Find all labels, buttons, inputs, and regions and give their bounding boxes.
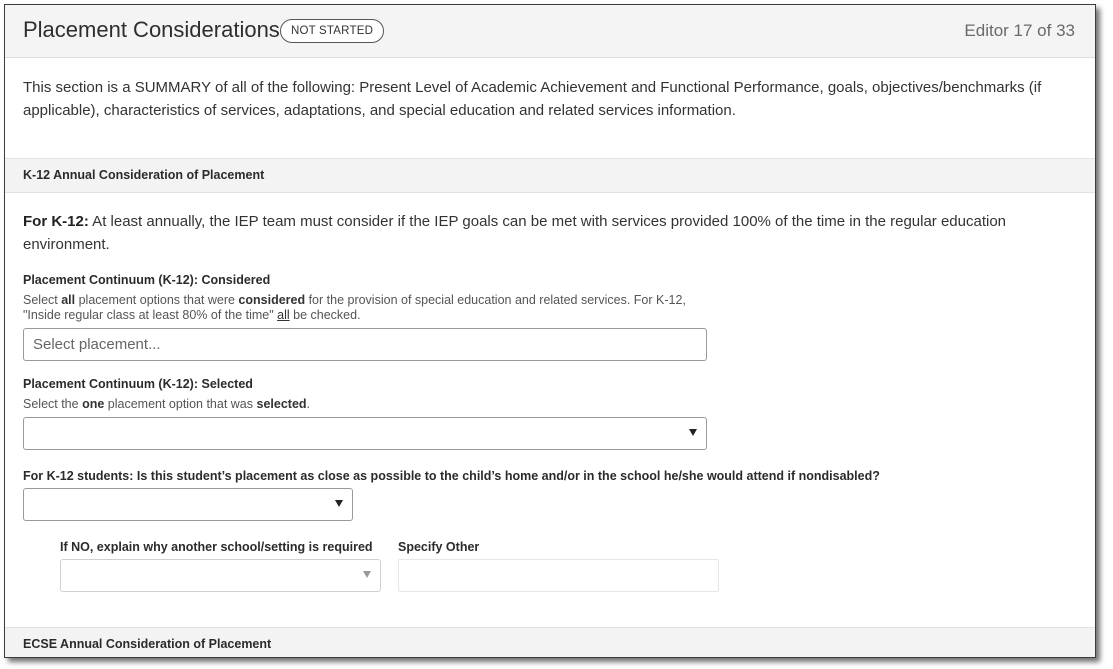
k12-section-header	[5, 158, 1095, 193]
selected-help-text: .	[306, 397, 311, 411]
k12-intro-text: At least annually, the IEP team must consider if the IEP goals can be met with services provided 100% of the time in the regular education environment.	[23, 213, 1007, 253]
considered-help	[23, 293, 713, 323]
k12-section-title: K-12 Annual Consideration of Placement	[23, 168, 265, 182]
placement-considerations-editor	[4, 4, 1096, 658]
ecse-section-title: ECSE Annual Consideration of Placement	[23, 637, 272, 651]
considered-help-text: placement options that were	[75, 293, 239, 307]
explain-no-label: If NO, explain why another school/setting is required	[60, 540, 373, 554]
close-to-home-label: For K-12 students: Is this student’s placement as close as possible to the child’s home and/or in the school he/she would attend if nondisabled?	[23, 469, 880, 483]
explain-no-dropdown[interactable]	[60, 559, 381, 592]
considered-help-text: for the provision of special education and related services. For K-12, "Inside regular class at least 80% of the time"	[23, 293, 686, 322]
selected-help-emphasis: selected	[256, 397, 307, 411]
k12-intro-bold: For K-12:	[23, 213, 89, 230]
selected-label: Placement Continuum (K-12): Selected	[23, 377, 253, 391]
selected-help	[23, 397, 310, 412]
editor-header	[5, 5, 1095, 58]
page-title: Placement Considerations	[23, 17, 280, 42]
k12-intro	[23, 210, 1068, 256]
considered-help-emphasis: considered	[238, 293, 306, 307]
specify-other-field[interactable]	[398, 559, 719, 592]
selected-help-text: placement option that was	[104, 397, 257, 411]
selected-help-emphasis: one	[82, 397, 105, 411]
considered-help-text: be checked.	[289, 308, 361, 322]
placement-selected-dropdown[interactable]	[23, 417, 707, 450]
considered-label: Placement Continuum (K-12): Considered	[23, 273, 271, 287]
considered-help-underline: all	[277, 308, 290, 322]
ecse-section-header	[5, 627, 1095, 658]
placement-considered-input[interactable]: Select placement...	[23, 328, 707, 361]
specify-other-label: Specify Other	[398, 540, 480, 554]
chevron-down-icon	[363, 571, 371, 578]
considered-help-text: Select	[23, 293, 62, 307]
considered-help-emphasis: all	[61, 293, 76, 307]
close-to-home-dropdown[interactable]	[23, 488, 353, 521]
chevron-down-icon	[335, 500, 343, 507]
selected-help-text: Select the	[23, 397, 83, 411]
summary-text: This section is a SUMMARY of all of the following: Present Level of Academic Achievement and Functional Performance, goals, objectives/benchmarks (if applicable), characteristics of services, adaptations, and special education and related services information.	[23, 79, 1042, 119]
editor-count: Editor 17 of 33	[964, 21, 1075, 40]
status-badge: NOT STARTED	[280, 19, 384, 43]
chevron-down-icon	[689, 429, 697, 436]
